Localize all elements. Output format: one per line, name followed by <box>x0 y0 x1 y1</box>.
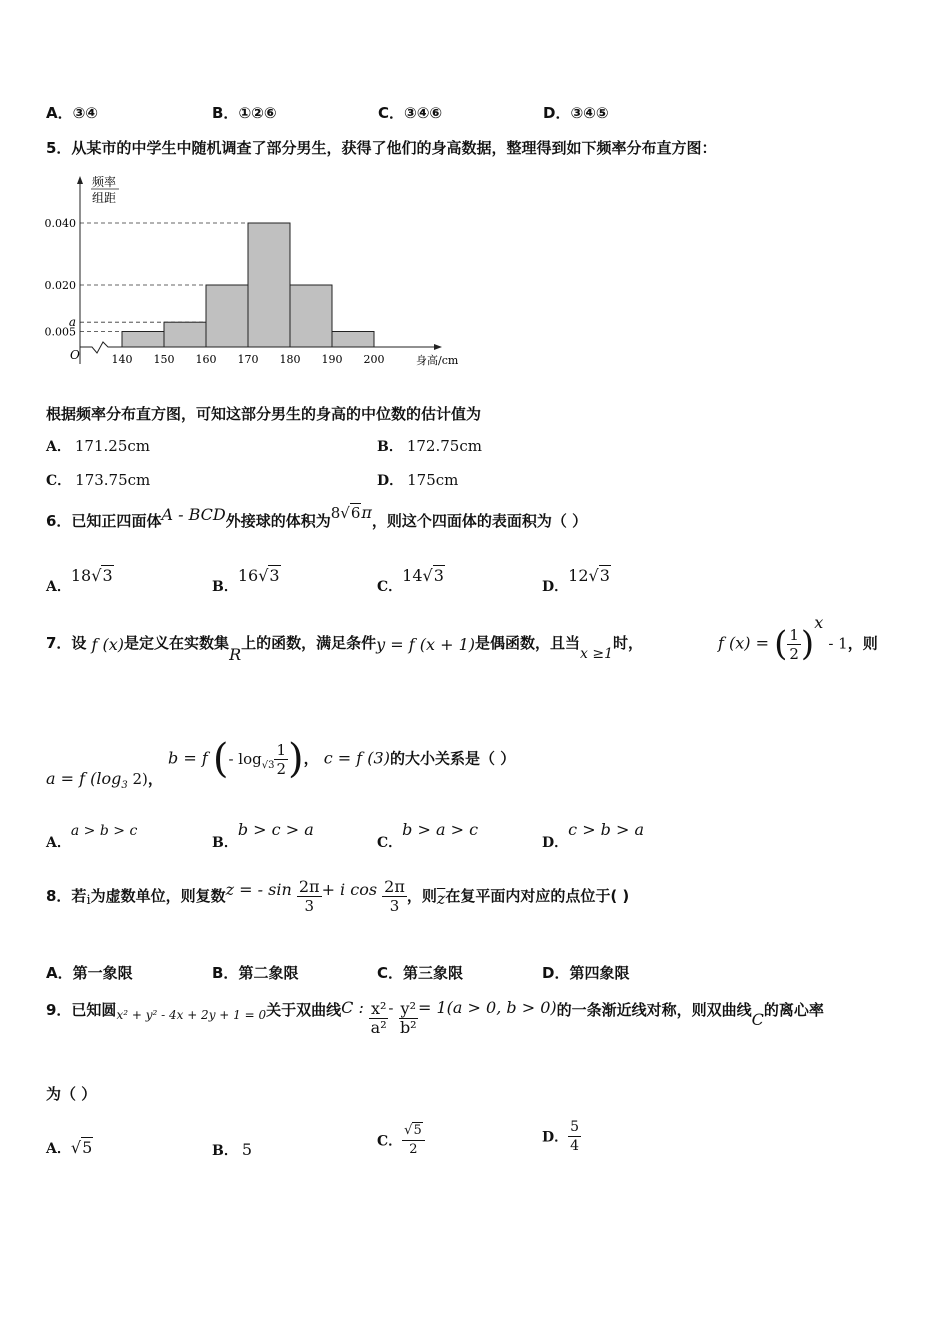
b-log <box>228 749 275 771</box>
hyperbola-C: C : <box>341 998 364 1017</box>
x-tick-label-3: 170 <box>237 353 259 366</box>
x-tick-label-1: 150 <box>153 353 175 366</box>
q6-text-2: 外接球的体积为 <box>225 512 331 530</box>
option-radicand: 5 <box>82 1138 93 1157</box>
option-radicand: 3 <box>102 566 113 585</box>
q4-option-c[interactable] <box>378 102 442 123</box>
half-den: 2 <box>789 644 799 663</box>
plus-icos: + i cos <box>321 880 378 899</box>
fx-minus-one: - 1 <box>828 634 848 653</box>
option-letter: A． <box>46 835 71 851</box>
b-base: √3 <box>261 759 275 771</box>
q7-option-a[interactable] <box>46 820 138 851</box>
fx-lhs: f (x) = <box>718 633 770 653</box>
right-paren: ) <box>800 624 815 664</box>
q7-fx-definition <box>718 613 878 664</box>
option-letter: D． <box>542 579 569 595</box>
y-fraction <box>399 1000 418 1037</box>
volume-radicand: 6 <box>350 504 361 522</box>
q7-text-1: 7．设 <box>46 634 87 652</box>
q5-option-c[interactable] <box>46 470 150 490</box>
q7-text-4: 是偶函数，且当 <box>475 634 581 652</box>
y-den: b² <box>399 1018 417 1037</box>
z-bar: $\overline{z}$ <box>436 889 446 908</box>
q5-stem: 5．从某市的中学生中随机调查了部分男生，获得了他们的身高数据，整理得到如下频率分布直方图： <box>46 139 717 157</box>
option-letter: A． <box>46 964 73 982</box>
minus-sign: - <box>388 999 394 1017</box>
b-lhs: b = f <box>168 748 208 768</box>
option-letter: B． <box>212 104 239 122</box>
q6-stem <box>46 503 588 531</box>
q6-text-3: ，则这个四面体的表面积为（ ） <box>371 512 588 530</box>
q5-option-d[interactable] <box>377 470 458 490</box>
histogram-bar-0 <box>122 332 164 348</box>
q8-text-1: 8．若 <box>46 887 87 905</box>
option-text: ③④ <box>72 104 99 122</box>
q6-option-b[interactable]: B．16√3 <box>212 566 280 595</box>
frac2-den: 3 <box>389 897 400 915</box>
q6-option-d[interactable]: D．12√3 <box>542 566 610 595</box>
z-lhs: z = - sin <box>225 880 292 899</box>
q4-option-d[interactable] <box>543 102 609 123</box>
half-fraction <box>787 626 801 663</box>
option-letter: C． <box>46 473 72 489</box>
angle-fraction-1 <box>297 878 322 915</box>
q6-option-c[interactable]: C．14√3 <box>377 566 444 595</box>
q9-text-3: 的一条渐近线对称，则双曲线 <box>556 1001 752 1019</box>
q8-text-2: 为虚数单位，则复数 <box>90 887 226 905</box>
x-axis-label: 身高/cm <box>416 354 459 367</box>
option-letter: A． <box>46 1141 71 1157</box>
q7-option-b[interactable] <box>212 820 314 851</box>
frac1-num: 2π <box>298 877 320 896</box>
y-tick-label-2: a <box>68 315 76 330</box>
option-letter: D． <box>377 473 404 489</box>
q9-text-4: 的离心率 <box>763 1001 824 1019</box>
x-num: x² <box>370 999 387 1018</box>
option-letter: B． <box>212 835 238 851</box>
q6-tetra: A - BCD <box>161 505 226 524</box>
q7-stem-line2 <box>46 736 516 791</box>
option-text: ①②⑥ <box>238 104 277 122</box>
option-num: 5 <box>570 1119 580 1135</box>
y-axis-arrow <box>77 176 83 184</box>
q7-text-7: 的大小关系是（ ） <box>389 749 516 768</box>
q7-comma-1: ， <box>147 769 163 788</box>
half-num: 1 <box>789 625 799 644</box>
y-num: y² <box>400 999 416 1018</box>
q4-option-a[interactable] <box>46 102 98 123</box>
option-letter: D． <box>542 964 570 982</box>
option-coef: 14 <box>402 566 423 585</box>
option-fraction <box>568 1118 581 1155</box>
q9-text-5: 为（ ） <box>46 1085 97 1103</box>
a-arg: 2) <box>127 769 148 788</box>
x-tick-label-4: 180 <box>279 353 301 366</box>
option-num: 5 <box>413 1123 422 1138</box>
option-text: 第三象限 <box>403 964 464 982</box>
option-coef: 16 <box>237 566 259 585</box>
q8-option-d[interactable] <box>542 962 629 983</box>
b-fraction <box>274 741 288 778</box>
b-minus-log: - log <box>228 749 262 768</box>
q7-option-c[interactable] <box>377 820 479 851</box>
q9-C: C <box>751 1010 764 1029</box>
q7-stem-line1 <box>46 628 643 678</box>
option-coef: 12 <box>568 566 589 585</box>
option-letter: D． <box>542 1129 569 1146</box>
option-letter: A． <box>46 439 71 455</box>
q4-option-b[interactable] <box>212 102 277 123</box>
histogram-bar-5 <box>332 332 374 348</box>
q7-cond: y = f (x + 1) <box>376 635 476 654</box>
histogram-chart <box>40 170 480 390</box>
q7-option-d[interactable] <box>542 820 645 851</box>
a-base: 3 <box>121 779 128 791</box>
q8-text-3: ，则 <box>406 887 437 905</box>
q7-text-6: ，则 <box>847 634 878 653</box>
option-letter: C． <box>377 1133 403 1150</box>
option-letter: C． <box>377 835 403 851</box>
q9-text-2: 关于双曲线 <box>266 1001 342 1019</box>
option-coef: 18 <box>70 566 92 585</box>
option-text: ③④⑥ <box>404 104 443 122</box>
x-fraction <box>369 1000 388 1037</box>
q8-option-a[interactable] <box>46 962 133 983</box>
c-expr: c = f (3) <box>323 748 390 768</box>
q5-option-a[interactable] <box>46 436 150 456</box>
x-axis-arrow <box>434 344 442 350</box>
q9-option-c[interactable] <box>377 1122 425 1159</box>
q6-option-a[interactable]: A．18√3 <box>46 566 113 595</box>
option-text: 173.75cm <box>75 471 151 489</box>
x-tick-label-6: 200 <box>363 353 385 366</box>
frac2-num: 2π <box>384 877 405 896</box>
y-tick-label-0: 0.040 <box>44 217 76 230</box>
left-paren: ( <box>774 624 788 664</box>
option-letter: A． <box>46 104 73 122</box>
option-text: b > c > a <box>237 820 314 839</box>
q7-comma-2: ， <box>303 749 319 768</box>
option-text: b > a > c <box>402 820 479 839</box>
option-letter: C． <box>377 964 404 982</box>
histogram-bar-3 <box>248 223 290 347</box>
q8-option-b[interactable] <box>212 962 298 983</box>
option-text: ③④⑤ <box>570 104 609 122</box>
q7-fx: f (x) <box>91 635 125 654</box>
left-paren: ( <box>212 736 229 782</box>
option-fraction: $\frac{√5}{2}$ <box>402 1122 425 1159</box>
q7-cond2: x ≥1 <box>580 646 614 662</box>
hyperbola-rhs: = 1(a > 0, b > 0) <box>418 998 557 1017</box>
option-letter: B． <box>212 1143 238 1159</box>
option-text: 171.25cm <box>74 437 150 455</box>
q9-option-a[interactable]: A．√5 <box>46 1138 93 1157</box>
b-den: 2 <box>276 759 287 778</box>
option-text: 172.75cm <box>406 437 482 455</box>
q9-text-1: 9．已知圆 <box>46 1001 117 1019</box>
option-text: 第二象限 <box>238 964 299 982</box>
x-tick-label-0: 140 <box>111 353 133 366</box>
option-letter: A． <box>46 579 71 595</box>
q8-i: i <box>86 893 91 908</box>
histogram-bar-1 <box>164 322 206 347</box>
origin-label: O <box>70 348 80 362</box>
q5-question: 根据频率分布直方图，可知这部分男生的身高的中位数的估计值为 <box>46 405 482 423</box>
option-text: 5 <box>241 1140 253 1159</box>
x-den: a² <box>370 1018 387 1037</box>
option-letter: B． <box>212 964 239 982</box>
option-text: c > b > a <box>568 820 645 839</box>
angle-fraction-2 <box>382 878 407 915</box>
fx-exponent: x <box>814 613 824 633</box>
option-letter: B． <box>377 439 403 455</box>
option-letter: D． <box>543 104 571 122</box>
option-den: 2 <box>409 1142 418 1157</box>
option-letter: B． <box>212 579 238 595</box>
right-paren: ) <box>288 736 304 782</box>
option-radicand: 3 <box>599 566 610 585</box>
q6-text-1: 6．已知正四面体 <box>46 512 162 530</box>
y-tick-label-3: 0.005 <box>44 325 76 339</box>
q8-text-4: 在复平面内对应的点位于( ) <box>445 887 630 905</box>
q9-option-d[interactable] <box>542 1118 581 1155</box>
option-text: 第一象限 <box>72 964 133 982</box>
q9-stem <box>46 1000 824 1037</box>
y-label-top: 频率 <box>92 175 117 189</box>
q9-option-b[interactable] <box>212 1140 252 1160</box>
q7-a-expr <box>46 768 148 791</box>
q8-stem <box>46 878 629 915</box>
histogram-bar-2 <box>206 285 248 347</box>
q7-text-3: 上的函数，满足条件 <box>241 634 377 652</box>
q7-R: R <box>229 645 242 664</box>
option-radicand: 3 <box>433 566 444 585</box>
q8-option-c[interactable] <box>377 962 463 983</box>
volume-coef: 8 <box>330 504 341 522</box>
option-text: 175cm <box>407 471 459 489</box>
option-text: 第四象限 <box>569 964 630 982</box>
option-letter: C． <box>378 104 405 122</box>
option-letter: D． <box>542 835 569 851</box>
q7-text-2: 是定义在实数集 <box>124 634 230 652</box>
option-letter: C． <box>377 579 403 595</box>
x-tick-label-5: 190 <box>321 353 343 366</box>
circle-equation: x² + y² - 4x + 2y + 1 = 0 <box>116 1008 267 1022</box>
option-den: 4 <box>570 1138 580 1154</box>
y-tick-label-1: 0.020 <box>44 279 76 292</box>
histogram-bar-4 <box>290 285 332 347</box>
q5-option-b[interactable] <box>377 436 482 456</box>
x-tick-label-2: 160 <box>195 353 217 366</box>
q6-volume: 8√6π <box>330 503 372 522</box>
frac1-den: 3 <box>304 897 314 915</box>
y-label-bottom: 组距 <box>92 191 117 205</box>
b-num: 1 <box>276 740 287 759</box>
option-radicand: 3 <box>269 566 280 585</box>
option-text: a > b > c <box>70 823 138 839</box>
volume-pi: π <box>361 503 372 522</box>
a-expr: a = f (log <box>46 768 122 788</box>
q7-text-5: 时， <box>613 634 644 652</box>
